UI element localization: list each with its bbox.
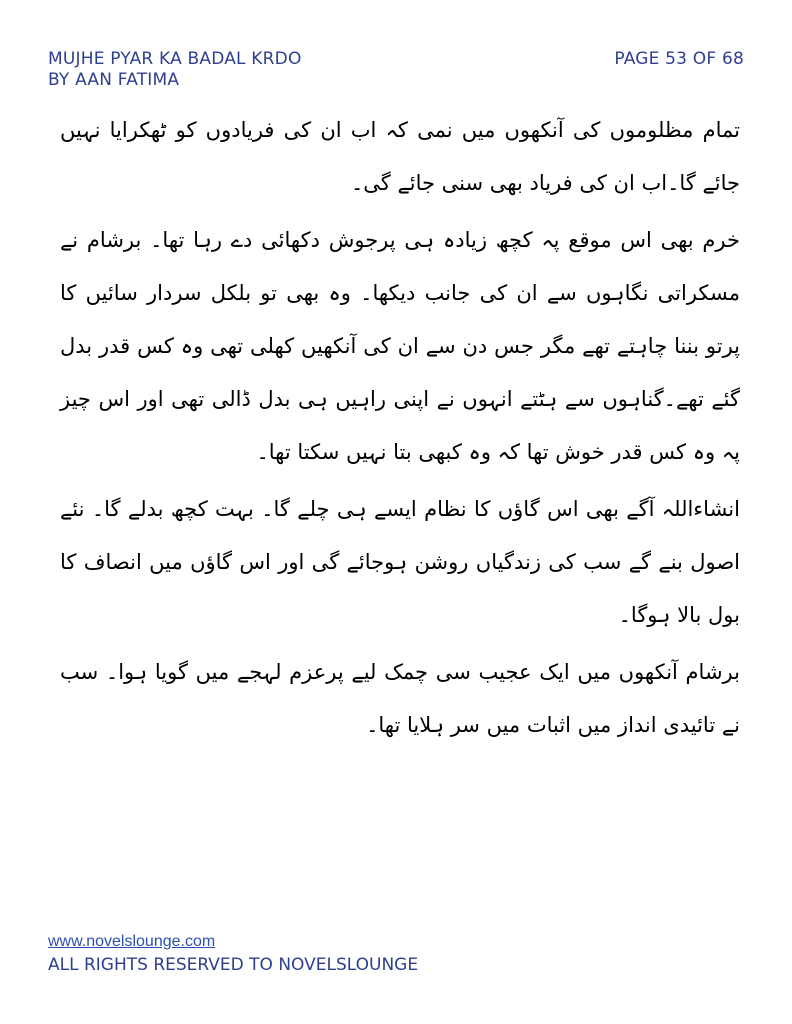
rights-notice: ALL RIGHTS RESERVED TO NOVELSLOUNGE — [48, 955, 419, 975]
paragraph-4: برشام آنکھوں میں ایک عجیب سی چمک لیے پرعزم لہجے میں گویا ہوا۔ سب نے تائیدی انداز میں اثبات میں سر ہلایا تھا۔ — [60, 660, 740, 737]
novel-title: MUJHE PYAR KA BADAL KRDO — [48, 49, 302, 69]
website-link[interactable]: www.novelslounge.com — [48, 933, 216, 950]
paragraph-3: انشاءاللہ آگے بھی اس گاؤں کا نظام ایسے ہی چلے گا۔ بہت کچھ بدلے گا۔ نئے اصول بنے گے سب کی زندگیاں روشن ہوجائے گی اور اس گاؤں میں انصاف کا بول بالا ہوگا۔ — [60, 497, 740, 627]
page-body — [60, 104, 740, 752]
paragraph-2: خرم بھی اس موقع پہ کچھ زیادہ ہی پرجوش دکھائی دے رہا تھا۔ برشام نے مسکراتی نگاہوں سے ان کی جانب دیکھا۔ وہ بھی تو بلکل سردار سائیں کا پرتو بننا چاہتے تھے مگر جس دن سے ان کی آنکھیں کھلی تھی وہ کس قدر بدل گئے تھے۔گناہوں سے ہٹتے انہوں نے اپنی راہیں ہی بدل ڈالی تھی اور اس چیز پہ وہ کس قدر خوش تھا کہ وہ کبھی بتا نہیں سکتا تھا۔ — [60, 228, 740, 464]
paragraph-1: تمام مظلوموں کی آنکھوں میں نمی کہ اب ان کی فریادوں کو ٹھکرایا نہیں جائے گا۔اب ان کی فریاد بھی سنی جائے گی۔ — [60, 118, 740, 195]
page-indicator: PAGE 53 OF 68 — [614, 49, 744, 69]
author-name: BY AAN FATIMA — [48, 70, 180, 90]
